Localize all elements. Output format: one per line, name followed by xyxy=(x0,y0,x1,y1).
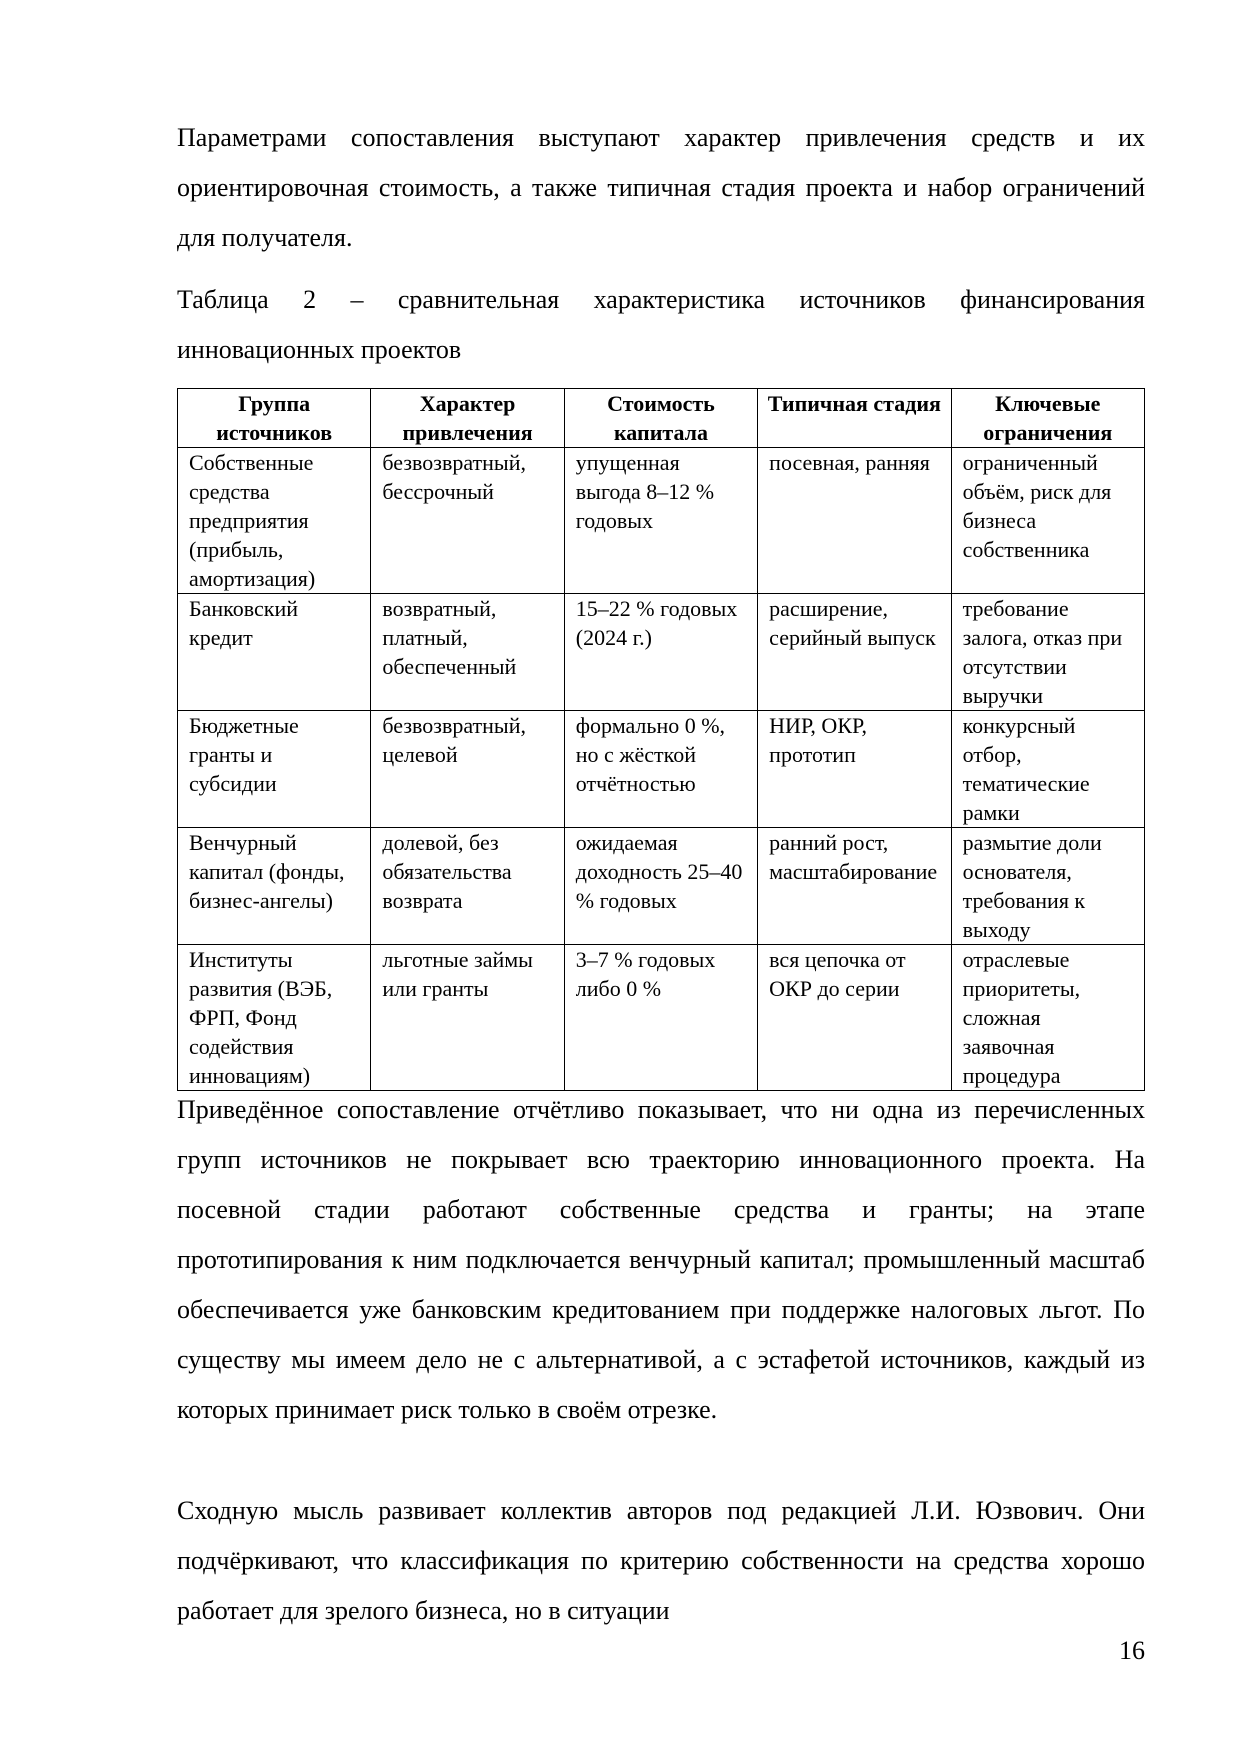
table-cell: 15–22 % годовых (2024 г.) xyxy=(564,594,757,711)
table-cell: отраслевые приоритеты, сложная заявочная процедура xyxy=(951,945,1144,1091)
citation-paragraph xyxy=(177,1486,1145,1636)
table-cell: льготные займы или гранты xyxy=(371,945,564,1091)
table-caption-text: Таблица 2 – сравнительная характеристика источников финансирования инновационных проектов xyxy=(177,285,1145,364)
table-cell: НИР, ОКР, прототип xyxy=(758,711,951,828)
intro-paragraph-text: Параметрами сопоставления выступают характер привлечения средств и их ориентировочная стоимость, а также типичная стадия проекта и набор ограничений для получателя. xyxy=(177,123,1145,252)
table-cell: формально 0 %, но с жёсткой отчётностью xyxy=(564,711,757,828)
table-row xyxy=(178,945,1145,1091)
table-cell: Институты развития (ВЭБ, ФРП, Фонд содействия инновациям) xyxy=(178,945,371,1091)
table-cell: долевой, без обязательства возврата xyxy=(371,828,564,945)
table-cell: Бюджетные гранты и субсидии xyxy=(178,711,371,828)
table-cell: размытие доли основателя, требования к выходу xyxy=(951,828,1144,945)
header-typical-stage: Типичная стадия xyxy=(758,389,951,448)
header-source-group: Группа источников xyxy=(178,389,371,448)
table-cell: возвратный, платный, обеспеченный xyxy=(371,594,564,711)
table-cell: ожидаемая доходность 25–40 % годовых xyxy=(564,828,757,945)
table-cell: 3–7 % годовых либо 0 % xyxy=(564,945,757,1091)
table-header-row xyxy=(178,389,1145,448)
header-attraction-type: Характер привлечения xyxy=(371,389,564,448)
analysis-paragraph-text: Приведённое сопоставление отчётливо показывает, что ни одна из перечисленных групп источников не покрывает всю траекторию инновационного проекта. На посевной стадии работают собственные средства и гранты; на этапе прототипирования к ним подключается венчурный капитал; промышленный масштаб обеспечивается уже банковским кредитованием при поддержке налоговых льгот. По существу мы имеем дело не с альтернативой, а с эстафетой источников, каждый из которых принимает риск только в своём отрезке. xyxy=(177,1095,1145,1424)
header-capital-cost: Стоимость капитала xyxy=(564,389,757,448)
table-cell: Собственные средства предприятия (прибыль, амортизация) xyxy=(178,448,371,594)
table-cell: ограниченный объём, риск для бизнеса собственника xyxy=(951,448,1144,594)
table-cell: безвозвратный, бессрочный xyxy=(371,448,564,594)
table-row xyxy=(178,828,1145,945)
table-cell: конкурсный отбор, тематические рамки xyxy=(951,711,1144,828)
intro-paragraph xyxy=(177,113,1145,263)
table-row xyxy=(178,448,1145,594)
table-cell: безвозвратный, целевой xyxy=(371,711,564,828)
table-cell: Венчурный капитал (фонды, бизнес-ангелы) xyxy=(178,828,371,945)
table-cell: посевная, ранняя xyxy=(758,448,951,594)
table-cell: расширение, серийный выпуск xyxy=(758,594,951,711)
table-cell: ранний рост, масштабирование xyxy=(758,828,951,945)
header-key-constraints: Ключевые ограничения xyxy=(951,389,1144,448)
citation-paragraph-text: Сходную мысль развивает коллектив авторов под редакцией Л.И. Юзвович. Они подчёркивают, что классификация по критерию собственности на средства хорошо работает для зрелого бизнеса, но в ситуации xyxy=(177,1496,1145,1625)
table-caption xyxy=(177,275,1145,375)
table-row xyxy=(178,594,1145,711)
table-row xyxy=(178,711,1145,828)
table-cell: требование залога, отказ при отсутствии выручки xyxy=(951,594,1144,711)
financing-sources-table xyxy=(177,388,1145,1091)
analysis-paragraph xyxy=(177,1085,1145,1435)
table-cell: упущенная выгода 8–12 % годовых xyxy=(564,448,757,594)
table-cell: Банковский кредит xyxy=(178,594,371,711)
page-number: 16 xyxy=(1119,1636,1145,1665)
table-cell: вся цепочка от ОКР до серии xyxy=(758,945,951,1091)
